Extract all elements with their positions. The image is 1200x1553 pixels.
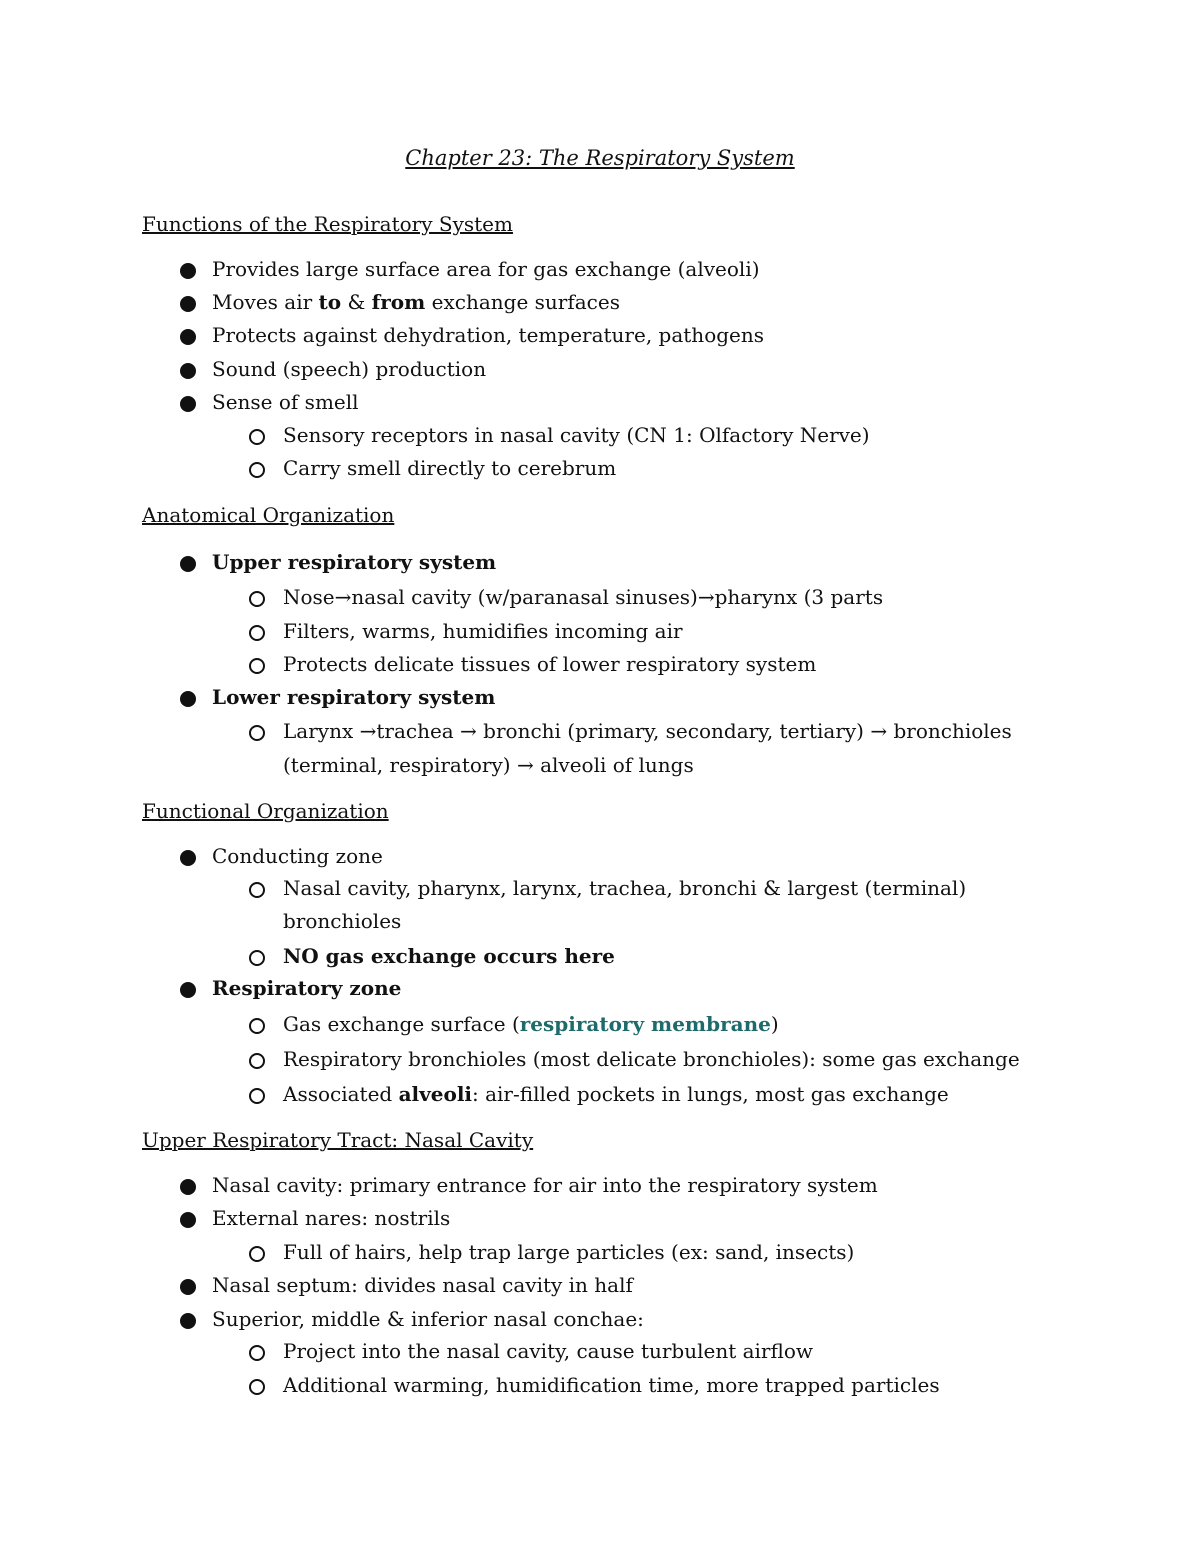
- hollow-bullet-icon: [249, 1088, 265, 1104]
- list-item: Nasal septum: divides nasal cavity in half: [212, 1273, 633, 1297]
- sub-list-item: Nose→nasal cavity (w/paranasal sinuses)→pharynx (3 parts: [283, 585, 884, 609]
- sub-list-item: NO gas exchange occurs here: [283, 944, 615, 968]
- sub-list-item: Additional warming, humidification time, more trapped particles: [283, 1373, 940, 1397]
- sub-list-item: Project into the nasal cavity, cause turbulent airflow: [283, 1339, 813, 1363]
- filled-bullet-icon: [180, 556, 196, 572]
- sub-list-item: [283, 1077, 949, 1111]
- list-item: External nares: nostrils: [212, 1206, 451, 1230]
- hollow-bullet-icon: [249, 625, 265, 641]
- sub-list-item-continuation: (terminal, respiratory) → alveoli of lungs: [283, 753, 694, 777]
- hollow-bullet-icon: [249, 882, 265, 898]
- hollow-bullet-icon: [249, 950, 265, 966]
- text-run: Moves air: [212, 290, 319, 314]
- sub-list-item: Carry smell directly to cerebrum: [283, 456, 617, 480]
- text-run: Gas exchange surface (: [283, 1012, 520, 1036]
- bold-text: alveoli: [398, 1082, 473, 1106]
- filled-bullet-icon: [180, 691, 196, 707]
- bold-text: from: [371, 290, 426, 314]
- sub-list-item: Respiratory bronchioles (most delicate bronchioles): some gas exchange: [283, 1047, 1020, 1071]
- hollow-bullet-icon: [249, 1018, 265, 1034]
- filled-bullet-icon: [180, 1313, 196, 1329]
- hollow-bullet-icon: [249, 591, 265, 607]
- list-item: Provides large surface area for gas exchange (alveoli): [212, 257, 760, 281]
- sub-list-item: Protects delicate tissues of lower respiratory system: [283, 652, 817, 676]
- hollow-bullet-icon: [249, 1379, 265, 1395]
- list-item: Sound (speech) production: [212, 357, 487, 381]
- text-run: &: [341, 290, 372, 314]
- list-item: Lower respiratory system: [212, 685, 496, 709]
- filled-bullet-icon: [180, 329, 196, 345]
- hollow-bullet-icon: [249, 429, 265, 445]
- filled-bullet-icon: [180, 1279, 196, 1295]
- document-title: Chapter 23: The Respiratory System: [405, 146, 795, 170]
- list-item: [212, 285, 620, 319]
- list-item: Sense of smell: [212, 390, 359, 414]
- section-heading-functions: Functions of the Respiratory System: [142, 212, 513, 236]
- sub-list-item: [283, 1007, 779, 1041]
- list-item: Protects against dehydration, temperature, pathogens: [212, 323, 765, 347]
- hollow-bullet-icon: [249, 1345, 265, 1361]
- list-item: Conducting zone: [212, 844, 383, 868]
- sub-list-item: Filters, warms, humidifies incoming air: [283, 619, 683, 643]
- section-heading-functional: Functional Organization: [142, 799, 389, 823]
- sub-list-item: Nasal cavity, pharynx, larynx, trachea, bronchi & largest (terminal): [283, 876, 967, 900]
- filled-bullet-icon: [180, 1179, 196, 1195]
- filled-bullet-icon: [180, 263, 196, 279]
- highlighted-term: respiratory membrane: [519, 1012, 771, 1036]
- text-run: : air-filled pockets in lungs, most gas exchange: [472, 1082, 949, 1106]
- sub-list-item: Larynx →trachea → bronchi (primary, secondary, tertiary) → bronchioles: [283, 719, 1012, 743]
- filled-bullet-icon: [180, 396, 196, 412]
- hollow-bullet-icon: [249, 658, 265, 674]
- text-run: ): [770, 1012, 779, 1036]
- filled-bullet-icon: [180, 850, 196, 866]
- section-heading-nasal-cavity: Upper Respiratory Tract: Nasal Cavity: [142, 1128, 534, 1152]
- filled-bullet-icon: [180, 982, 196, 998]
- list-item: Respiratory zone: [212, 976, 402, 1000]
- section-heading-anatomical: Anatomical Organization: [142, 503, 395, 527]
- hollow-bullet-icon: [249, 462, 265, 478]
- sub-list-item: Full of hairs, help trap large particles (ex: sand, insects): [283, 1240, 855, 1264]
- filled-bullet-icon: [180, 296, 196, 312]
- bold-text: to: [318, 290, 342, 314]
- filled-bullet-icon: [180, 363, 196, 379]
- sub-list-item-continuation: bronchioles: [283, 909, 402, 933]
- sub-list-item: Sensory receptors in nasal cavity (CN 1: Olfactory Nerve): [283, 423, 870, 447]
- list-item: Nasal cavity: primary entrance for air into the respiratory system: [212, 1173, 878, 1197]
- text-run: exchange surfaces: [425, 290, 620, 314]
- filled-bullet-icon: [180, 1212, 196, 1228]
- hollow-bullet-icon: [249, 1246, 265, 1262]
- hollow-bullet-icon: [249, 725, 265, 741]
- list-item: Upper respiratory system: [212, 550, 497, 574]
- list-item: Superior, middle & inferior nasal conchae:: [212, 1307, 644, 1331]
- hollow-bullet-icon: [249, 1053, 265, 1069]
- text-run: Associated: [283, 1082, 399, 1106]
